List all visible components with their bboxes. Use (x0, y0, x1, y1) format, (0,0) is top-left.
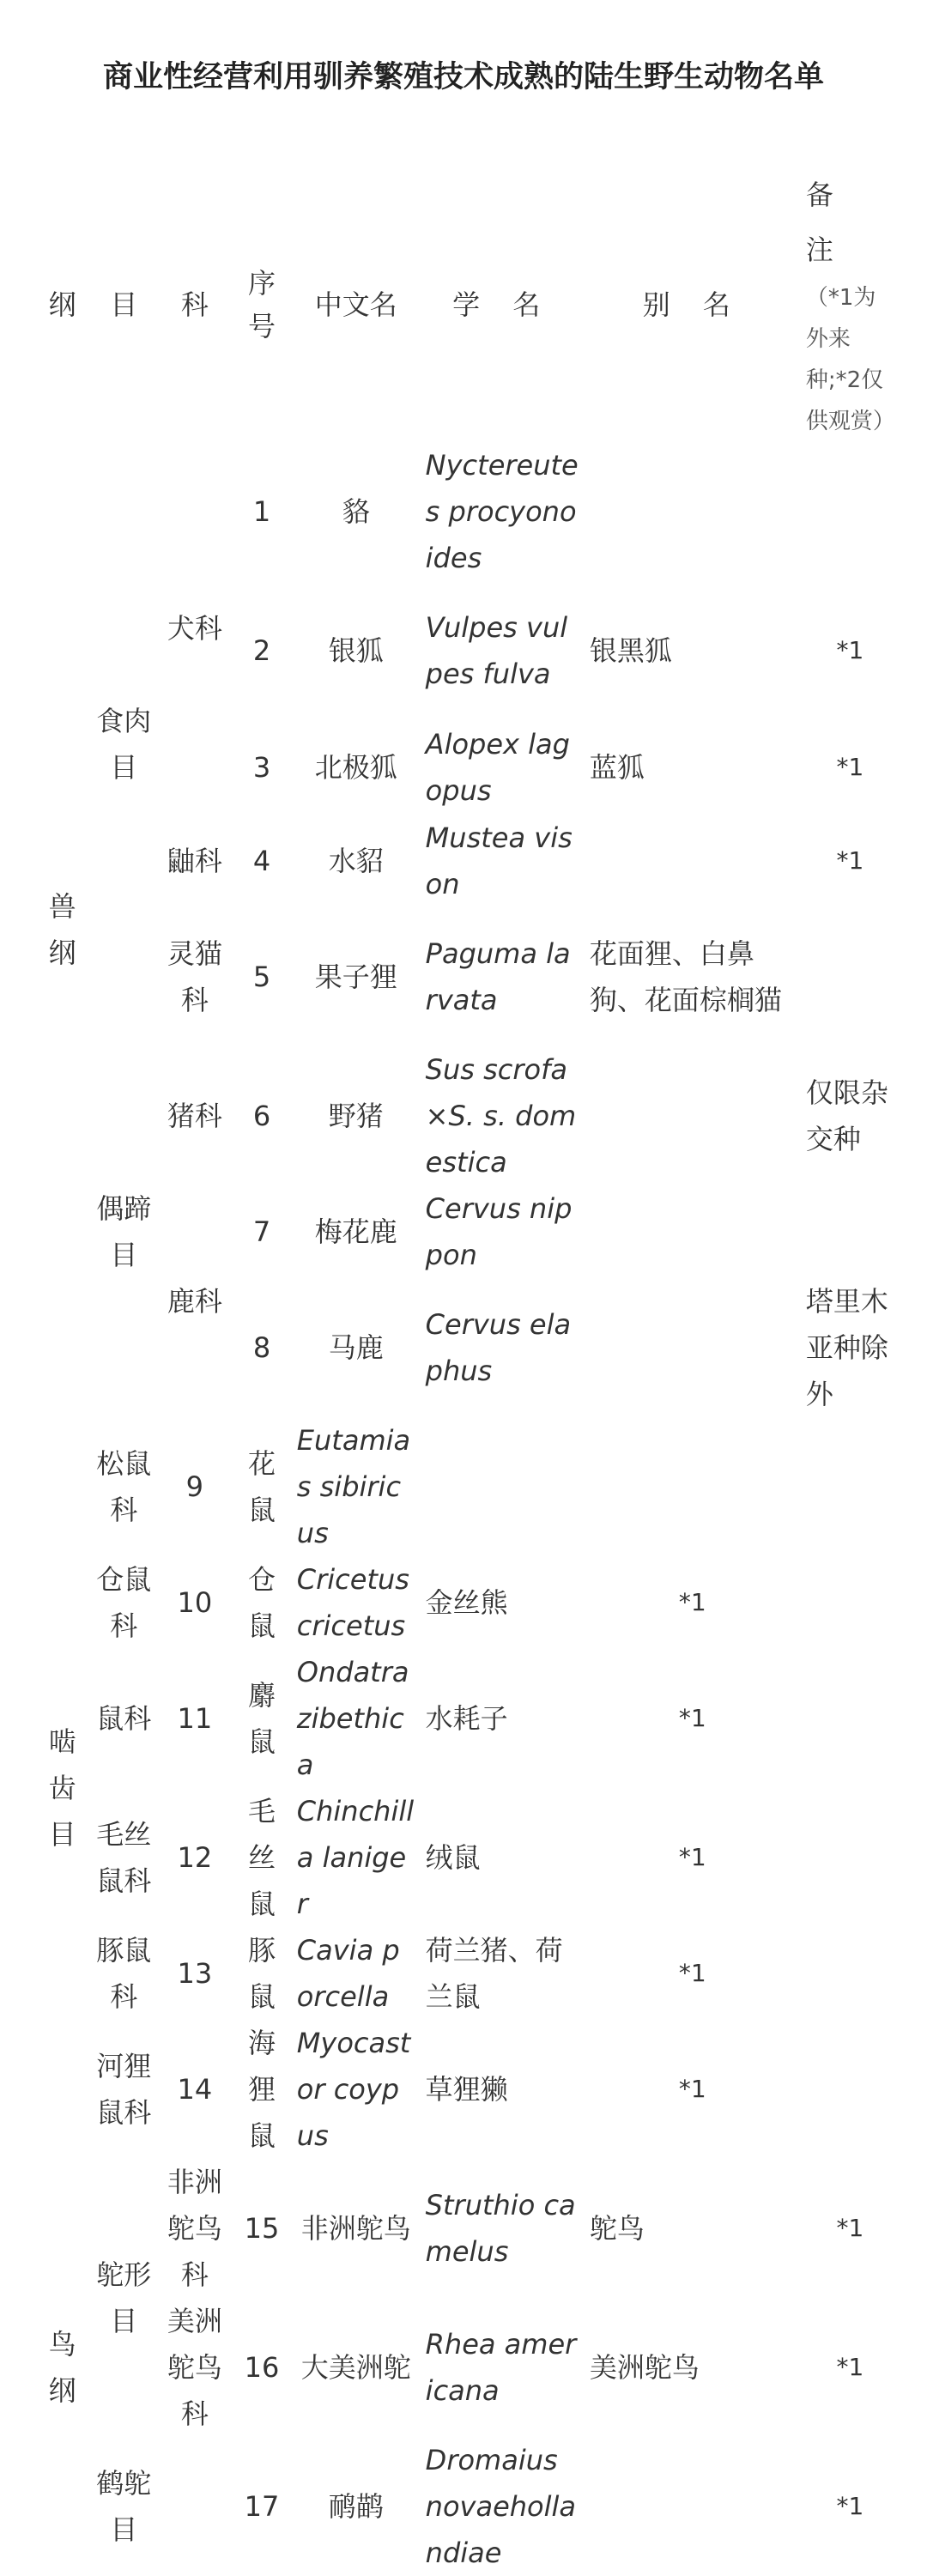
cn-name-cell: 非洲鸵鸟 (300, 2212, 411, 2245)
alias-cell (585, 1185, 801, 1278)
alias-cell (585, 1278, 801, 1417)
remark-cell (801, 442, 900, 581)
family-cell: 河狸鼠科 (96, 2050, 152, 2129)
header-alias: 别 名 (642, 288, 742, 321)
header-family: 科 (180, 288, 209, 321)
alias-cell: 荷兰猪、荷兰鼠 (425, 1934, 563, 2013)
seq-cell: 5 (252, 961, 271, 993)
seq-cell: 2 (252, 634, 271, 667)
order-cell: 食肉目 (96, 705, 152, 784)
order-cell: 鹤鸵目 (96, 2467, 152, 2546)
sci-name-cell: Nyctereutes procyonoides (425, 449, 579, 574)
family-cell: 仓鼠科 (96, 1563, 152, 1642)
class-cell: 兽纲 (48, 890, 76, 969)
sci-name-cell: Cervus nippon (425, 1192, 573, 1271)
table-row (34, 2437, 900, 2576)
sci-name-cell: Cavia porcella (296, 1934, 400, 2013)
family-cell: 松鼠科 (96, 1447, 152, 1526)
order-cell: 鸵形目 (96, 2258, 152, 2337)
table-row (34, 1556, 900, 1649)
header-order: 目 (110, 288, 138, 321)
header-seq: 序号 (248, 267, 276, 342)
header-cn-name: 中文名 (314, 288, 397, 321)
seq-cell: 15 (244, 2212, 280, 2245)
alias-cell: 绒鼠 (425, 1841, 481, 1874)
header-row (34, 167, 900, 442)
alias-cell (585, 442, 801, 581)
family-cell: 非洲鸵鸟科 (167, 2166, 222, 2291)
sci-name-cell: Vulpes vulpes fulva (425, 611, 568, 690)
remark-cell (801, 907, 900, 1046)
order-cell: 啮齿目 (48, 1725, 76, 1851)
table-row (34, 1788, 900, 1927)
table-row (34, 1927, 900, 2020)
sci-name-cell: Cervus elaphus (425, 1308, 572, 1387)
cn-name-cell: 果子狸 (314, 961, 397, 993)
remark-cell: *1 (678, 1588, 706, 1616)
sci-name-cell: Paguma larvata (425, 937, 571, 1016)
alias-cell: 银黑狐 (589, 634, 672, 667)
sci-name-cell: Myocastor coypus (296, 2027, 411, 2152)
seq-cell: 12 (177, 1841, 213, 1874)
remark-cell: *1 (678, 1843, 706, 1871)
family-cell: 毛丝鼠科 (96, 1818, 152, 1897)
family-cell: 鼬科 (167, 845, 222, 877)
cn-name-cell: 仓鼠 (248, 1563, 276, 1642)
seq-cell: 1 (252, 495, 271, 528)
alias-cell (585, 1046, 801, 1185)
header-sci-name: 学 名 (452, 288, 553, 321)
seq-cell: 10 (177, 1586, 213, 1619)
seq-cell: 4 (252, 845, 271, 877)
seq-cell: 14 (177, 2073, 213, 2106)
family-cell: 鼠科 (96, 1702, 152, 1735)
table-row (34, 2159, 900, 2298)
alias-cell: 金丝熊 (425, 1586, 508, 1619)
cn-name-cell: 貉 (342, 495, 370, 528)
alias-cell (585, 2437, 801, 2576)
seq-cell: 6 (252, 1100, 271, 1132)
seq-cell: 16 (244, 2351, 280, 2384)
alias-cell: 美洲鸵鸟 (589, 2351, 700, 2384)
alias-cell: 水耗子 (425, 1702, 508, 1735)
alias-cell: 花面狸、白鼻狗、花面棕榈猫 (589, 937, 782, 1016)
seq-cell: 8 (252, 1331, 271, 1364)
table-row (34, 442, 900, 581)
sci-name-cell: Cricetus cricetus (296, 1563, 409, 1642)
alias-cell: 草狸獭 (425, 2073, 508, 2106)
family-cell: 豚鼠科 (96, 1934, 152, 2013)
seq-cell: 9 (185, 1470, 203, 1503)
sci-name-cell: Sus scrofa×S. s. domestica (425, 1053, 577, 1179)
sci-name-cell: Mustea vison (425, 821, 573, 900)
cn-name-cell: 花鼠 (248, 1447, 276, 1526)
alias-cell (585, 815, 801, 907)
seq-cell: 7 (252, 1215, 271, 1248)
seq-cell: 13 (177, 1957, 213, 1990)
cn-name-cell: 银狐 (328, 634, 384, 667)
remark-cell: *1 (678, 1959, 706, 1987)
family-cell (157, 2437, 232, 2576)
remark-cell: 塔里木亚种除外 (805, 1285, 888, 1410)
cn-name-cell: 北极狐 (314, 751, 397, 784)
table-row (34, 1417, 900, 1556)
remark-cell: *1 (836, 2353, 864, 2381)
cn-name-cell: 鸸鹋 (328, 2490, 384, 2523)
remark-cell (801, 1185, 900, 1278)
remark-cell: *1 (836, 846, 864, 875)
alias-cell: 蓝狐 (589, 751, 645, 784)
sci-name-cell: Struthio camelus (425, 2189, 576, 2268)
sci-name-cell: Rhea americana (425, 2328, 577, 2407)
cn-name-cell: 梅花鹿 (314, 1215, 397, 1248)
sci-name-cell: Ondatra zibethica (296, 1656, 409, 1781)
table-row (34, 1185, 900, 1278)
table-row (34, 1649, 900, 1788)
cn-name-cell: 大美洲鸵 (300, 2351, 411, 2384)
alias-cell (421, 1417, 585, 1556)
order-cell: 偶蹄目 (96, 1192, 152, 1271)
remark-cell: *1 (678, 1704, 706, 1732)
cn-name-cell: 野猪 (328, 1100, 384, 1132)
table-row (34, 2020, 900, 2159)
family-cell: 猪科 (167, 1100, 222, 1132)
cn-name-cell: 水貂 (328, 845, 384, 877)
family-cell: 犬科 (167, 612, 222, 645)
class-cell: 鸟纲 (48, 2328, 76, 2407)
header-remark-note: （*1为外来种;*2仅供观赏） (805, 285, 895, 434)
cn-name-cell: 海狸鼠 (248, 2027, 276, 2152)
family-cell: 鹿科 (167, 1285, 222, 1318)
cn-name-cell: 豚鼠 (248, 1934, 276, 2013)
header-remark (801, 167, 900, 442)
header-class: 纲 (48, 288, 76, 321)
sci-name-cell: Alopex lagopus (425, 728, 570, 807)
table-row (34, 907, 900, 1046)
remark-cell: *1 (836, 2492, 864, 2520)
family-cell: 灵猫科 (167, 937, 222, 1016)
remark-cell: *1 (836, 2214, 864, 2242)
sci-name-cell: Eutamias sibiricus (296, 1424, 411, 1549)
seq-cell: 17 (244, 2490, 280, 2523)
remark-cell: *1 (678, 2075, 706, 2103)
remark-cell: *1 (836, 636, 864, 664)
seq-cell: 3 (252, 751, 271, 784)
sci-name-cell: Chinchilla laniger (296, 1795, 415, 1920)
cn-name-cell: 麝鼠 (248, 1679, 276, 1758)
remark-cell (585, 1417, 801, 1556)
cn-name-cell: 马鹿 (328, 1331, 384, 1364)
header-remark-title: 备 注 (805, 179, 842, 266)
wildlife-list-table (34, 167, 900, 2576)
remark-cell: *1 (836, 753, 864, 781)
family-cell: 美洲鸵鸟科 (167, 2305, 222, 2430)
alias-cell: 鸵鸟 (589, 2212, 645, 2245)
remark-cell: 仅限杂交种 (805, 1076, 888, 1155)
sci-name-cell: Dromaius novaehollandiae (425, 2444, 577, 2569)
table-row (34, 1046, 900, 1185)
cn-name-cell: 毛丝鼠 (248, 1795, 276, 1920)
page-title: 商业性经营利用驯养繁殖技术成熟的陆生野生动物名单 (102, 60, 824, 94)
table-row (34, 815, 900, 907)
seq-cell: 11 (177, 1702, 213, 1735)
table-row (34, 2298, 900, 2437)
